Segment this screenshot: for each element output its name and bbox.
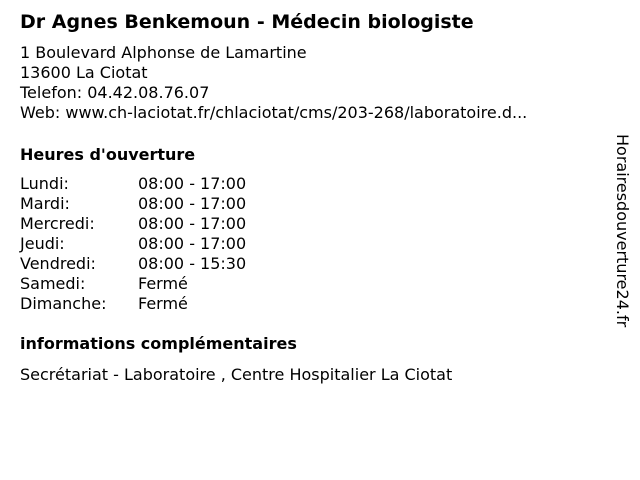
time-range: 08:00 - 15:30: [138, 254, 247, 273]
time-range: 08:00 - 17:00: [138, 194, 247, 213]
day-label: Jeudi:: [20, 234, 65, 253]
street-address: 1 Boulevard Alphonse de Lamartine: [20, 43, 307, 62]
hours-row-sunday: [20, 294, 320, 314]
day-label: Vendredi:: [20, 254, 96, 273]
time-range: 08:00 - 17:00: [138, 214, 247, 233]
city-address: 13600 La Ciotat: [20, 63, 148, 82]
day-label: Mercredi:: [20, 214, 95, 233]
day-label: Samedi:: [20, 274, 86, 293]
phone-number: Telefon: 04.42.08.76.07: [20, 83, 210, 102]
time-range: 08:00 - 17:00: [138, 174, 247, 193]
time-range: 08:00 - 17:00: [138, 234, 247, 253]
site-watermark: Horairesdouverture24.fr: [613, 134, 632, 328]
hours-row-wednesday: [20, 214, 320, 234]
hours-row-tuesday: [20, 194, 320, 214]
website-link[interactable]: Web: www.ch-laciotat.fr/chlaciotat/cms/203-268/laboratoire.d...: [20, 103, 528, 122]
time-range: Fermé: [138, 274, 188, 293]
hours-row-monday: [20, 174, 320, 194]
hours-row-friday: [20, 254, 320, 274]
address-block: [20, 43, 527, 123]
day-label: Dimanche:: [20, 294, 107, 313]
time-range: Fermé: [138, 294, 188, 313]
additional-info-text: Secrétariat - Laboratoire , Centre Hospitalier La Ciotat: [20, 365, 453, 384]
page-title: Dr Agnes Benkemoun - Médecin biologiste: [20, 11, 474, 33]
day-label: Mardi:: [20, 194, 70, 213]
hours-row-thursday: [20, 234, 320, 254]
day-label: Lundi:: [20, 174, 69, 193]
additional-info-heading: informations complémentaires: [20, 334, 297, 353]
opening-hours-table: [20, 174, 320, 314]
opening-hours-heading: Heures d'ouverture: [20, 145, 196, 164]
hours-row-saturday: [20, 274, 320, 294]
